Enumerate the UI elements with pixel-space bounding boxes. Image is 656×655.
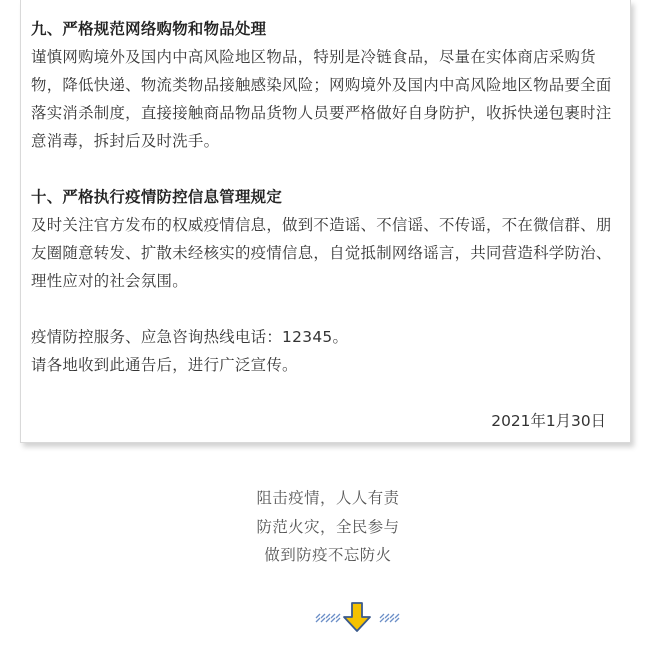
section-10-body: 及时关注官方发布的权威疫情信息，做到不造谣、不信谣、不传谣，不在微信群、朋友圈随意转发、扩散未经核实的疫情信息，自觉抵制网络谣言，共同营造科学防治、理性应对的社会氛围。 [31,216,612,290]
slogan-line: 做到防疫不忘防火 [264,546,392,564]
scroll-down-graphic [0,600,656,636]
closing-text: 请各地收到此通告后，进行广泛宣传。 [31,356,298,374]
right-hatch-icon [380,614,399,622]
notice-card [20,0,631,443]
section-10-title: 十、严格执行疫情防控信息管理规定 [31,188,283,206]
slogan-line: 阻击疫情，人人有责 [256,489,400,507]
down-arrow-icon [344,603,370,631]
hotline-text: 疫情防控服务、应急咨询热线电话：12345。 [31,328,349,346]
notice-date: 2021年1月30日 [491,412,606,430]
section-9-title: 九、严格规范网络购物和物品处理 [31,20,267,38]
slogan-line: 防范火灾，全民参与 [256,517,400,536]
left-hatch-icon [316,614,340,622]
slogan-block [0,484,656,570]
section-9-body: 谨慎网购境外及国内中高风险地区物品，特别是冷链食品，尽量在实体商店采购货物，降低快递、物流类物品接触感染风险；网购境外及国内中高风险地区物品要全面落实消杀制度，直接接触商品物品货物人员要严格做好自身防护，收拆快递包裹时注意消毒，拆封后及时洗手。 [31,48,612,150]
bottom-decoration [0,600,656,636]
